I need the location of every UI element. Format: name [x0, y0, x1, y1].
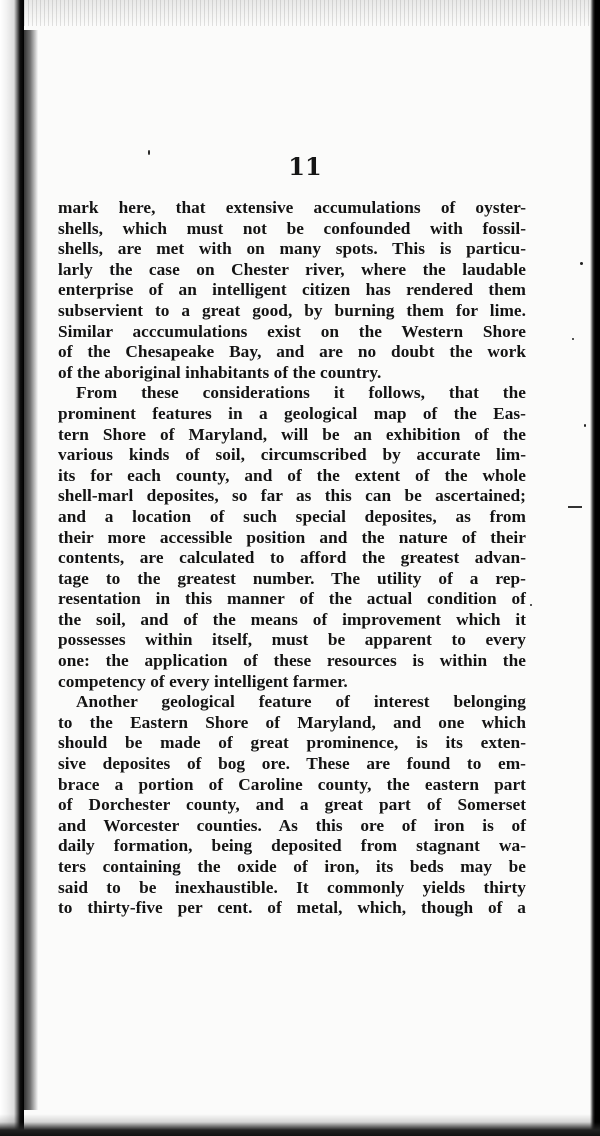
text-line: resentation in this manner of the actual condition of: [58, 589, 526, 609]
text-line: competency of every intelligent farmer.: [58, 671, 348, 691]
text-line: and Worcester counties. As this ore of iron is of: [58, 815, 526, 835]
text-line: one: the application of these resources is within the: [58, 651, 526, 671]
ink-speck: [572, 338, 574, 340]
text-line: to the Eastern Shore of Maryland, and one which: [58, 712, 526, 732]
paragraph: [58, 198, 526, 383]
text-line: shells, are met with on many spots. This is particu-: [58, 239, 526, 259]
text-line: contents, are calculated to afford the greatest advan-: [58, 548, 526, 568]
text-line: brace a portion of Caroline county, the eastern part: [58, 774, 526, 794]
text-line: of Dorchester county, and a great part of Somerset: [58, 795, 526, 815]
text-line: of the Chesapeake Bay, and are no doubt the work: [58, 342, 526, 362]
text-line: From these considerations it follows, that the: [76, 383, 526, 403]
text-line: tern Shore of Maryland, will be an exhibition of the: [58, 424, 526, 444]
text-line: prominent features in a geological map of the Eas-: [58, 403, 526, 423]
text-line: Another geological feature of interest belonging: [76, 692, 526, 712]
text-line: various kinds of soil, circumscribed by accurate lim-: [58, 445, 526, 465]
text-line: and a location of such special deposites, as from: [58, 506, 526, 526]
ink-speck: [530, 604, 532, 606]
text-line: larly the case on Chester river, where the laudable: [58, 259, 526, 279]
text-line: sive deposites of bog ore. These are found to em-: [58, 754, 526, 774]
ink-speck: [584, 424, 586, 427]
text-line: to thirty-five per cent. of metal, which, though of a: [58, 898, 526, 918]
ink-speck: [580, 262, 583, 265]
text-line: their more accessible position and the nature of their: [58, 527, 526, 547]
text-line: shells, which must not be confounded with fossil-: [58, 218, 526, 238]
scan-bottom-edge: [0, 1114, 600, 1136]
margin-dash-mark: [568, 506, 582, 508]
text-line: possesses within itself, must be apparent to every: [58, 630, 526, 650]
paragraph: [58, 692, 526, 919]
text-line: ters containing the oxide of iron, its beds may be: [58, 857, 526, 876]
text-line: its for each county, and of the extent of the whole: [58, 465, 526, 485]
text-line: should be made of great prominence, is its exten-: [58, 733, 526, 753]
text-line: Similar acccumulations exist on the Western Shore: [58, 321, 526, 341]
book-gutter-shadow: [24, 30, 38, 1110]
text-line: subservient to a great good, by burning them for lime.: [58, 300, 526, 320]
paragraph: [58, 383, 526, 692]
scan-top-edge: [0, 0, 600, 26]
text-line: said to be inexhaustible. It commonly yields thirty: [58, 877, 526, 897]
text-line: enterprise of an intelligent citizen has rendered them: [58, 280, 526, 300]
body-text: [58, 198, 526, 919]
text-line: daily formation, being deposited from stagnant wa-: [58, 836, 526, 856]
text-line: the soil, and of the means of improvement which it: [58, 609, 526, 629]
text-line: tage to the greatest number. The utility of a rep-: [58, 568, 526, 588]
text-line: shell-marl deposites, so far as this can be ascertained;: [58, 486, 526, 506]
page-number: 11: [288, 152, 322, 181]
text-line: of the aboriginal inhabitants of the country.: [58, 362, 382, 382]
text-line: mark here, that extensive accumulations of oyster-: [58, 198, 526, 217]
